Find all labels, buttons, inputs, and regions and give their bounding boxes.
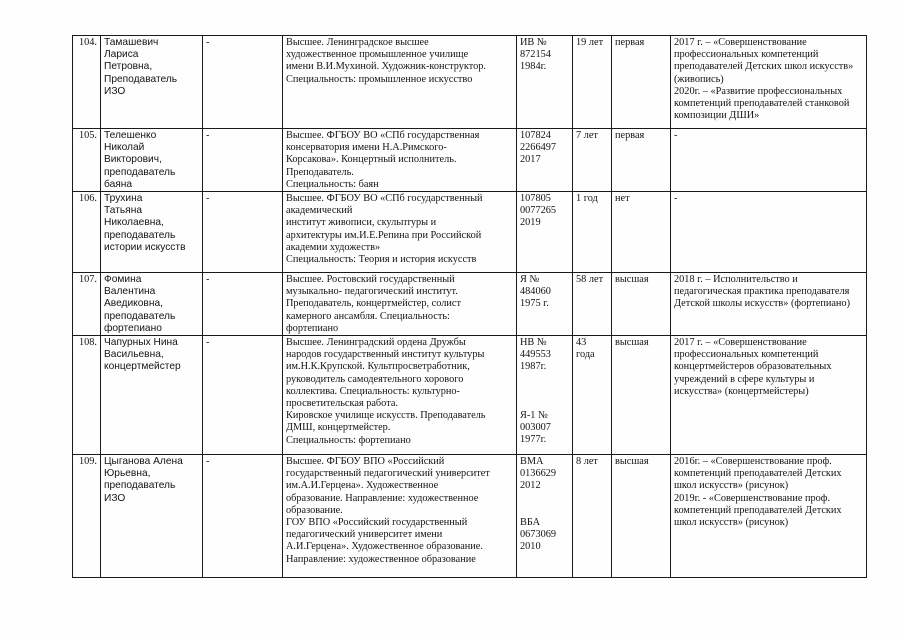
cell-text: 108. [78,337,97,349]
employee-name [101,192,203,273]
cell-text: - [206,274,210,286]
cell-line: искусства» (концертмейстеры) [674,385,809,397]
cell-line: 107824 [520,130,551,141]
table-row [73,192,867,273]
cell-line: 7 лет [576,130,598,141]
cell-line: им.Н.К.Крупской. Культпросветработник, [286,361,470,373]
education-info [283,192,517,273]
cell-line: камерного ансамбля. Специальность: [286,310,450,322]
cell-text: 105. [78,130,97,141]
cell-line: Я № [520,274,540,286]
cell-line: 1984г. [520,61,547,73]
qualification-category [612,336,671,455]
work-experience [573,129,612,192]
cell-line: ИЗО [104,85,126,97]
cell-line: 2266497 [520,142,557,154]
cell-line: школ искусств» (рисунок) [674,480,789,492]
cell-text: - [206,337,210,349]
cell-line: Цыганова Алена [104,456,183,468]
cell-line: 8 лет [576,456,598,468]
cell-line: Аведиковна, [104,298,163,310]
cell-line: 003007 [520,421,551,433]
row-number [73,192,101,273]
cell-line: Высшее. Ленинградское высшее [286,37,429,48]
cell-line: фортепиано [286,322,339,334]
cell-line: художественное промышленное училище [286,49,469,61]
cell-line: 2010 [520,541,541,553]
cell-line: 2017 г. – «Совершенствование [674,37,807,48]
cell-line: педагогическая практика преподавателя [674,286,850,298]
cell-line: композиции ДШИ» [674,110,760,122]
column-dash [203,455,283,578]
cell-line: профессиональных компетенций [674,49,819,61]
work-experience [573,192,612,273]
cell-line: 2018 г. – Исполнительство и [674,274,798,286]
qualification-category [612,273,671,336]
cell-line: года [576,349,595,361]
education-info [283,36,517,129]
cell-text: 109. [78,456,97,468]
employee-name [101,36,203,129]
cell-line: Васильевна, [104,349,164,361]
cell-line: 2016г. – «Совершенствование проф. [674,456,832,468]
cell-line: Лариса [104,49,139,61]
cell-line: учреждений в сфере культуры и [674,373,815,385]
professional-training [671,455,867,578]
cell-line: 1 год [576,193,598,205]
cell-line: Высшее. Ленинградский ордена Дружбы [286,337,466,349]
cell-line: Трухина [104,193,143,205]
cell-text: первая [615,130,645,141]
diploma-number [517,336,573,455]
cell-line: ВБА [520,516,541,528]
cell-line: 2019г. - «Совершенствование проф. [674,492,831,504]
cell-line: Корсакова». Концертный исполнитель. [286,154,457,166]
qualification-category [612,129,671,192]
cell-line: 2017 г. – «Совершенствование [674,337,807,349]
table-row [73,129,867,192]
cell-line: ГОУ ВПО «Российский государственный [286,517,468,529]
cell-text: 107. [78,274,97,286]
cell-line: народов государственный институт культуры [286,349,485,361]
cell-line: школ искусств» (рисунок) [674,517,789,529]
cell-line: баяна [104,178,133,190]
cell-line: образование. [286,504,343,516]
cell-text: высшая [615,337,649,349]
cell-text: 106. [78,193,97,205]
work-experience [573,36,612,129]
cell-line: 107805 [520,193,551,205]
cell-line: Высшее. ФГБОУ ВО «СПб государственная [286,130,480,141]
employee-name [101,455,203,578]
cell-text: первая [615,37,645,48]
cell-text: - [206,193,210,205]
cell-line: 449553 [520,349,551,361]
cell-line: Высшее. ФГБОУ ВПО «Российский [286,456,445,468]
cell-line: Телешенко [104,130,157,141]
cell-text: нет [615,193,630,205]
education-info [283,273,517,336]
cell-line: 1977г. [520,434,547,446]
diploma-number [517,455,573,578]
cell-line: руководитель самодеятельного хорового [286,373,464,385]
cell-line: государственный педагогический университет [286,468,490,480]
cell-line: Татьяна [104,205,142,217]
cell-line: 484060 [520,286,551,298]
cell-line: Специальность: фортепиано [286,434,411,446]
cell-line: преподаватель [104,166,176,178]
cell-line: институт живописи, скульптуры и [286,217,437,229]
cell-line: образование. Направление: художественное [286,492,479,504]
row-number [73,129,101,192]
cell-line: 0673069 [520,528,557,540]
cell-line: фортепиано [104,322,162,334]
cell-line: педагогический университет имени [286,529,443,541]
cell-line: Юрьевна, [104,468,151,480]
cell-line: Николай [104,142,145,154]
cell-line: коллектива. Специальность: культурно- [286,385,460,397]
cell-line: Валентина [104,286,156,298]
cell-line: А.И.Герцена». Художественное образование. [286,541,483,553]
cell-line: 2012 [520,480,541,492]
cell-line: (живопись) [674,73,724,85]
cell-line: истории искусств [104,241,186,253]
cell-line: Специальность: Теория и история искусств [286,254,477,266]
cell-line: музыкально- педагогический институт. [286,286,458,298]
cell-line: ДМШ, концертмейстер. [286,422,391,434]
cell-line: Петровна, [104,61,153,73]
cell-line: 58 лет [576,274,604,286]
cell-line: Чапурных Нина [104,337,178,349]
work-experience [573,273,612,336]
education-info [283,129,517,192]
staff-table [72,35,867,578]
cell-line: академический [286,205,353,217]
diploma-number [517,192,573,273]
professional-training [671,192,867,273]
table-row [73,455,867,578]
table-row [73,273,867,336]
cell-line: Николаевна, [104,217,164,229]
qualification-category [612,455,671,578]
cell-line: Высшее. Ростовский государственный [286,274,455,286]
cell-text: - [206,130,210,141]
cell-line: консерватория имени Н.А.Римского- [286,142,447,154]
cell-line: Детской школы искусств» (фортепиано) [674,298,851,310]
cell-line: ВМА [520,456,544,468]
professional-training [671,336,867,455]
cell-line: преподаватель [104,480,176,492]
column-dash [203,36,283,129]
table-row [73,336,867,455]
professional-training [671,273,867,336]
cell-text: - [206,37,210,48]
cell-text: 104. [78,37,97,48]
cell-line: компетенций преподавателей Детских [674,468,842,480]
cell-line: концертмейстер [104,361,181,373]
diploma-number [517,273,573,336]
employee-name [101,129,203,192]
cell-line: 872154 [520,49,551,61]
cell-line: 43 [576,337,587,349]
work-experience [573,336,612,455]
cell-line: имени В.И.Мухиной. Художник-конструктор. [286,61,486,73]
cell-line: Специальность: промышленное искусство [286,73,473,85]
cell-line: 2020г. – «Развитие профессиональных [674,85,843,97]
row-number [73,336,101,455]
cell-line: 2019 [520,217,541,229]
cell-line: - [674,193,678,205]
cell-line: - [674,130,678,141]
row-number [73,455,101,578]
cell-line: профессиональных компетенций [674,349,819,361]
qualification-category [612,192,671,273]
cell-line: 19 лет [576,37,604,48]
cell-line: Преподаватель. [286,166,354,178]
diploma-number [517,129,573,192]
cell-line: Я-1 № [520,409,548,421]
cell-line: 1975 г. [520,298,549,310]
cell-line: 2017 [520,154,541,166]
cell-line: Фомина [104,274,142,286]
cell-line: компетенций преподавателей станковой [674,98,850,110]
cell-line: НВ № [520,337,547,349]
cell-line: преподаватель [104,229,176,241]
cell-line: просветительская работа. [286,398,398,410]
cell-line: ИВ № [520,37,547,48]
qualification-category [612,36,671,129]
cell-line: архитектуры им.И.Е.Репина при Российской [286,229,482,241]
cell-line: Преподаватель [104,73,178,85]
diploma-number [517,36,573,129]
cell-line: Высшее. ФГБОУ ВО «СПб государственный [286,193,483,205]
cell-line: академии художеств» [286,241,381,253]
cell-line: им.А.И.Герцена». Художественное [286,480,439,492]
cell-line: Кировское училище искусств. Преподаватель [286,410,486,422]
row-number [73,36,101,129]
cell-line: 1987г. [520,361,547,373]
column-dash [203,273,283,336]
employee-name [101,336,203,455]
cell-line: ИЗО [104,492,126,504]
education-info [283,336,517,455]
cell-line: 0077265 [520,205,557,217]
cell-line: 0136629 [520,468,557,480]
cell-line: Направление: художественное образование [286,553,476,565]
column-dash [203,336,283,455]
cell-line: концертмейстеров образовательных [674,361,832,373]
cell-line: преподавателей Детских школ искусств» [674,61,854,73]
cell-line: Тамашевич [104,37,159,48]
professional-training [671,129,867,192]
column-dash [203,192,283,273]
column-dash [203,129,283,192]
professional-training [671,36,867,129]
employee-name [101,273,203,336]
education-info [283,455,517,578]
work-experience [573,455,612,578]
cell-text: высшая [615,456,649,468]
cell-line: Викторович, [104,154,162,166]
cell-line: компетенций преподавателей Детских [674,504,842,516]
cell-text: - [206,456,210,468]
table-row [73,36,867,129]
cell-line: Преподаватель, концертмейстер, солист [286,298,461,310]
cell-line: преподаватель [104,310,176,322]
cell-text: высшая [615,274,649,286]
row-number [73,273,101,336]
cell-line: Специальность: баян [286,178,379,190]
